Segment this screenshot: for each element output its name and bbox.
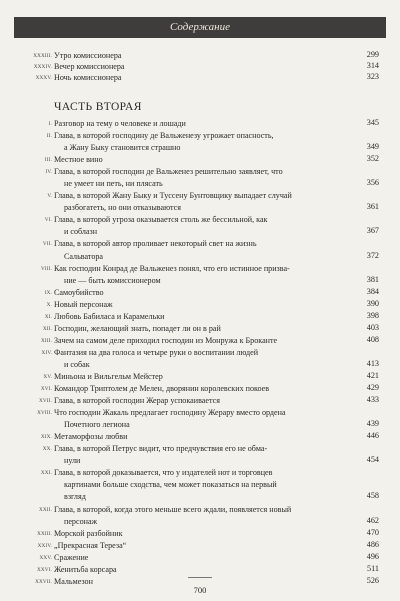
- chapter-title: Разговор на тему о человеке и лошади: [54, 119, 186, 128]
- toc-entry: [0, 442, 400, 466]
- chapter-title: Командор Триптолем де Мелен, дворянин королевских покоев: [54, 384, 270, 394]
- chapter-number: II.: [46, 133, 52, 140]
- chapter-number: XX.: [42, 446, 52, 453]
- toc-entry: [0, 117, 400, 129]
- header-title: Содержание: [169, 21, 230, 33]
- toc-main-list: [0, 117, 400, 587]
- page-ref: 352: [366, 154, 379, 164]
- chapter-title: Как господин Конрад де Вальженез понял, что его истинное призва-: [54, 263, 290, 273]
- page-ref: 421: [366, 370, 379, 380]
- chapter-number: XXVI.: [36, 566, 52, 573]
- part-title: ЧАСТЬ ВТОРАЯ: [54, 101, 142, 113]
- chapter-number: XVIII.: [37, 410, 52, 417]
- toc-entry: [0, 60, 400, 71]
- page-ref: 470: [366, 527, 379, 537]
- toc-entry: [0, 394, 400, 406]
- page-ref: 367: [366, 226, 379, 236]
- page-ref: 314: [366, 61, 379, 70]
- page-ref: 458: [366, 491, 379, 501]
- toc-entry: [0, 334, 400, 346]
- page-ref: 384: [366, 286, 379, 296]
- toc-entry: [0, 49, 400, 60]
- toc-entry: [0, 370, 400, 382]
- page-ref: 408: [366, 334, 379, 344]
- chapter-title: Фантазия на два голоса и четыре руки о воспитании людей: [54, 347, 259, 357]
- page-ref: 403: [366, 322, 379, 332]
- chapter-number: IV.: [45, 169, 52, 176]
- page-ref: 349: [366, 142, 379, 152]
- chapter-title: Зачем на самом деле приходил господин из Монружа к Броканте: [54, 335, 278, 345]
- chapter-title: Глава, в которой угроза оказывается столь же бессильной, как: [54, 215, 268, 225]
- toc-entry: [0, 237, 400, 261]
- toc-entry: [0, 322, 400, 334]
- chapter-title: Миньона и Вильгельм Мейстер: [54, 371, 163, 381]
- chapter-number: VIII.: [41, 265, 52, 272]
- chapter-title: Глава, в которой Жану Быку и Туссену Бунтовщику выпадает случай: [54, 191, 292, 201]
- chapter-title: не умеет ни петь, ни плясать: [64, 179, 163, 189]
- chapter-title: картинами больше сходства, чем может показаться на первый: [64, 480, 277, 490]
- chapter-number: XIV.: [41, 349, 52, 356]
- chapter-title: Новый персонаж: [54, 299, 113, 309]
- page-ref: 446: [366, 431, 379, 441]
- page-ref: 526: [366, 575, 379, 585]
- chapter-title: разбогатеть, но они отказываются: [64, 203, 181, 213]
- chapter-title: Сражение: [54, 552, 89, 562]
- toc-entry: [0, 551, 400, 563]
- page-ref: 496: [366, 551, 379, 561]
- chapter-title: и соблазн: [64, 227, 98, 237]
- page-ref: 439: [366, 419, 379, 429]
- chapter-title: Женитьба корсара: [54, 564, 117, 574]
- page-ref: 433: [366, 395, 379, 405]
- chapter-title: Сальватора: [64, 251, 104, 261]
- page-ref: 356: [366, 178, 379, 188]
- page-ref: 323: [366, 72, 379, 81]
- toc-entry: [0, 189, 400, 213]
- chapter-number: XXIII.: [37, 530, 52, 537]
- toc-entry: [0, 406, 400, 430]
- toc-entry: [0, 539, 400, 551]
- page-ref: 429: [366, 383, 379, 393]
- toc-entry: [0, 382, 400, 394]
- page-ref: 361: [366, 202, 379, 212]
- chapter-title: Глава, в которой, когда этого меньше всего ждали, появляется новый: [54, 504, 292, 514]
- chapter-number: XXIV.: [37, 542, 52, 549]
- toc-entry: [0, 71, 400, 82]
- chapter-title: Вечер комиссионера: [54, 62, 125, 71]
- page-ref: 381: [366, 274, 379, 284]
- chapter-number: V.: [47, 193, 52, 200]
- toc-entry: [0, 527, 400, 539]
- chapter-title: Глава, в которой доказывается, что у издателей нот и торговцев: [54, 468, 273, 478]
- chapter-title: Морской разбойник: [54, 528, 123, 538]
- page-ref: 345: [366, 118, 379, 127]
- toc-entry: [0, 165, 400, 189]
- chapter-number: XII.: [42, 325, 52, 332]
- chapter-title: Глава, в которой господину де Вальженезу угрожает опасность,: [54, 131, 274, 141]
- chapter-number: III.: [44, 157, 52, 164]
- toc-entry: [0, 262, 400, 286]
- chapter-number: XXII.: [39, 506, 52, 513]
- chapter-number: XVII.: [39, 398, 52, 405]
- chapter-title: и собак: [64, 359, 90, 369]
- page-ref: 486: [366, 539, 379, 549]
- page-ref: 390: [366, 298, 379, 308]
- running-header: [14, 17, 386, 38]
- chapter-title: Местное вино: [54, 155, 103, 165]
- page-ref: 372: [366, 250, 379, 260]
- toc-entry: [0, 310, 400, 322]
- chapter-number: XXXIV.: [33, 64, 52, 70]
- toc-entry: [0, 298, 400, 310]
- toc-entry: [0, 563, 400, 575]
- chapter-number: XVI.: [40, 386, 52, 393]
- toc-entry: [0, 153, 400, 165]
- toc-entry: [0, 466, 400, 502]
- page-ref: 413: [366, 358, 379, 368]
- chapter-title: Ночь комиссионера: [54, 73, 122, 82]
- chapter-number: XXVII.: [35, 578, 52, 585]
- chapter-title: Что господин Жакаль предлагает господину Жерару вместо ордена: [54, 408, 286, 418]
- chapter-number: XIII.: [41, 337, 52, 344]
- chapter-title: Самоубийство: [54, 287, 104, 297]
- page-ref: 462: [366, 515, 379, 525]
- chapter-title: нули: [64, 456, 81, 466]
- toc-top-list: [0, 49, 400, 82]
- chapter-title: Любовь Бабиласа и Карамельки: [54, 311, 165, 321]
- toc-entry: [0, 129, 400, 153]
- chapter-title: Глава, в которой Петрус видит, что предчувствия его не обма-: [54, 444, 268, 454]
- page-number: 700: [193, 585, 207, 595]
- toc-entry: [0, 503, 400, 527]
- chapter-number: XI.: [44, 313, 52, 320]
- chapter-number: XXV.: [39, 554, 52, 561]
- chapter-title: Метаморфозы любви: [54, 432, 128, 442]
- page-ref: 454: [366, 455, 379, 465]
- chapter-number: VI.: [44, 217, 52, 224]
- page-number-rule: [188, 577, 212, 578]
- chapter-title: Почетного легиона: [64, 420, 130, 430]
- chapter-title: Глава, в которой господин де Вальженез решительно заявляет, что: [54, 167, 283, 177]
- chapter-number: XXXV.: [35, 75, 52, 81]
- chapter-title: а Жану Быку становится страшно: [64, 143, 181, 153]
- chapter-number: XXXIII.: [33, 53, 52, 59]
- page-ref: 398: [366, 310, 379, 320]
- toc-entry: [0, 430, 400, 442]
- page-ref: 511: [367, 563, 379, 573]
- chapter-number: XXI.: [40, 470, 52, 477]
- chapter-number: XV.: [43, 373, 52, 380]
- chapter-title: Утро комиссионера: [54, 51, 122, 60]
- chapter-number: VII.: [42, 241, 52, 248]
- chapter-title: Глава, в которой господин Жерар успокаивается: [54, 396, 220, 406]
- chapter-title: Мальмезон: [54, 576, 93, 586]
- chapter-number: I.: [48, 121, 52, 127]
- chapter-title: Глава, в которой автор проливает некоторый свет на жизнь: [54, 239, 257, 249]
- chapter-title: Господин, желающий знать, попадет ли он в рай: [54, 323, 221, 333]
- page-ref: 299: [366, 50, 379, 59]
- toc-entry: [0, 286, 400, 298]
- toc-entry: [0, 346, 400, 370]
- chapter-number: IX.: [44, 289, 52, 296]
- chapter-title: „Прекрасная Тереза“: [54, 540, 127, 550]
- chapter-title: ние — быть комиссионером: [64, 275, 161, 285]
- chapter-title: персонаж: [64, 516, 98, 526]
- chapter-number: XIX.: [40, 434, 52, 441]
- chapter-number: X.: [46, 301, 52, 308]
- toc-entry: [0, 213, 400, 237]
- chapter-title: взгляд: [64, 492, 86, 502]
